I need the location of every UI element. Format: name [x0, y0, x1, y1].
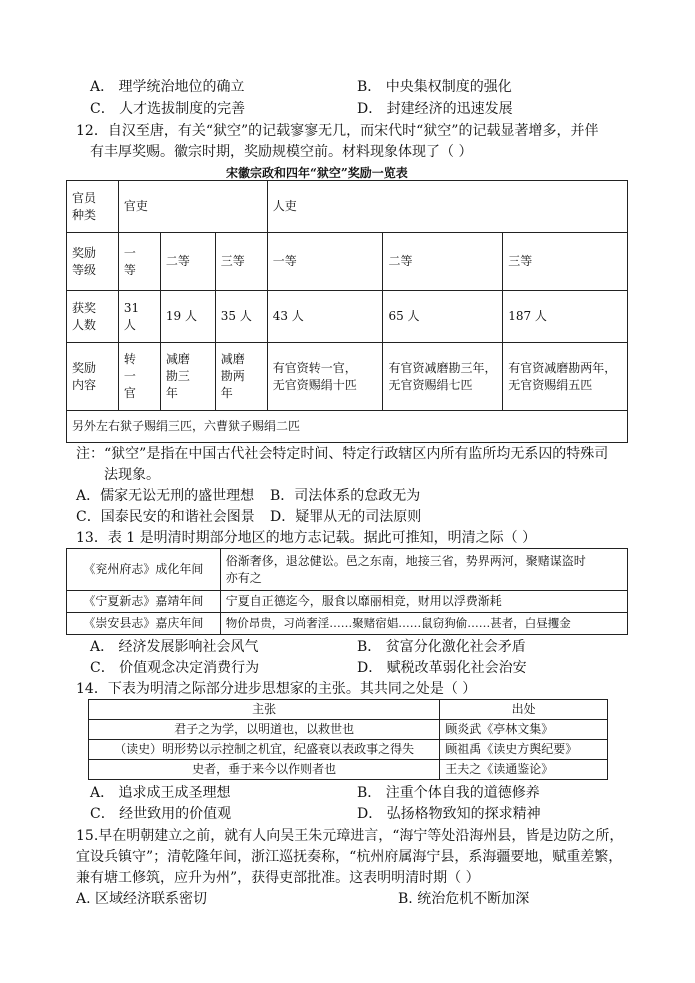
q14-option-c: C． 经世致用的价值观 [90, 806, 232, 822]
q13-stem: 13．表 1 是明清时期部分地区的地方志记载。据此可推知，明清之际（ ） [76, 530, 537, 546]
q13-row-source: 《宁夏新志》嘉靖年间 [67, 591, 221, 613]
q12-option-a: A．儒家无讼无刑的盛世理想 [76, 488, 255, 504]
q12-option-c: C．国泰民安的和谐社会图景 [76, 509, 255, 525]
table-footer-note: 另外左右狱子赐绢三匹，六曹狱子赐绢二匹 [67, 411, 628, 443]
q13-gazetteer-table [66, 548, 628, 635]
renli-content-2: 有官资减磨勘三年， 无官资赐绢七匹 [383, 343, 503, 411]
header-reward-content: 奖励 内容 [67, 343, 119, 411]
q14-row-source: 王夫之《读通鉴论》 [440, 760, 608, 780]
q13-row-text: 俗渐奢侈，退忿健讼。邑之东南，地接三省，势界两河，聚赌谋盗时 亦有之 [220, 549, 627, 591]
guanli-content-2: 减磨 勘三 年 [160, 343, 215, 411]
q13-option-a: A． 经济发展影响社会风气 [90, 639, 259, 655]
q13-row-source: 《兖州府志》成化年间 [67, 549, 221, 591]
q12-reward-table [66, 180, 628, 443]
q13-row-source: 《崇安县志》嘉庆年间 [67, 613, 221, 635]
q14-option-a: A． 追求成王成圣理想 [90, 785, 231, 801]
q12-option-b: B．司法体系的怠政无为 [270, 488, 421, 504]
q11-option-a: A． 理学统治地位的确立 [90, 79, 245, 95]
guanli-level-2: 二等 [160, 233, 215, 291]
q11-option-b: B． 中央集权制度的强化 [357, 79, 512, 95]
renli-count-1: 43 人 [267, 291, 383, 343]
header-winner-count: 获奖 人数 [67, 291, 119, 343]
q12-stem-line2: 有丰厚奖赐。徽宗时期，奖励规模空前。材料现象体现了（ ） [90, 144, 473, 160]
q12-note-line1: 注：“狱空”是指在中国古代社会特定时间、特定行政辖区内所有监所均无系囚的特殊司 [76, 446, 609, 462]
q14-thinkers-table [88, 699, 608, 780]
renli-level-2: 二等 [383, 233, 503, 291]
q13-row-text: 物价昂贵，习尚奢淫……聚赌宿娼……鼠窃狗偷……甚者，白昼攫金 [220, 613, 627, 635]
q12-stem-line1: 12．自汉至唐，有关“狱空”的记载寥寥无几，而宋代时“狱空”的记载显著增多，并伴 [76, 123, 599, 139]
guanli-count-1: 31 人 [118, 291, 160, 343]
q13-row-text: 宁夏自正德迄今，服食以靡丽相竞，财用以浮费渐耗 [220, 591, 627, 613]
header-renli: 人吏 [267, 181, 627, 233]
renli-level-3: 三等 [503, 233, 628, 291]
q14-row-source: 顾祖禹《读史方舆纪要》 [440, 740, 608, 760]
renli-content-1: 有官资转一官， 无官资赐绢十匹 [267, 343, 383, 411]
q14-row-claim: 君子之为学，以明道也，以救世也 [89, 720, 440, 740]
q15-line3: 兼有塘工修筑，应升为州”，获得吏部批准。这表明明清时期（ ） [76, 870, 480, 886]
q13-option-b: B． 贫富分化激化社会矛盾 [357, 639, 526, 655]
q11-option-c: C． 人才选拔制度的完善 [90, 101, 246, 117]
q14-stem: 14．下表为明清之际部分进步思想家的主张。其共同之处是（ ） [76, 681, 477, 697]
guanli-content-3: 减磨 勘两 年 [215, 343, 267, 411]
q14-row-source: 顾炎武《亭林文集》 [440, 720, 608, 740]
header-reward-level: 奖励 等级 [67, 233, 119, 291]
renli-level-1: 一等 [267, 233, 383, 291]
q14-option-d: D． 弘扬格物致知的探求精神 [357, 806, 541, 822]
renli-count-3: 187 人 [503, 291, 628, 343]
q15-option-a: A. 区域经济联系密切 [76, 891, 208, 907]
guanli-level-1: 一 等 [118, 233, 160, 291]
q12-note-line2: 法现象。 [104, 467, 160, 483]
q13-option-d: D． 赋税改革弱化社会治安 [357, 660, 527, 676]
q15-option-b: B. 统治危机不断加深 [398, 891, 530, 907]
header-official-type: 官员 种类 [67, 181, 119, 233]
q15-line2: 宜设兵镇守”；清乾隆年间，浙江巡抚奏称，“杭州府属海宁县，系海疆要地，赋重差繁， [76, 849, 623, 865]
header-guanli: 官吏 [118, 181, 267, 233]
guanli-content-1: 转 一 官 [118, 343, 160, 411]
renli-content-3: 有官资减磨勘两年， 无官资赐绢五匹 [503, 343, 628, 411]
q14-row-claim: 史者，垂于来今以作则者也 [89, 760, 440, 780]
q13-option-c: C． 价值观念决定消费行为 [90, 660, 260, 676]
q12-option-d: D．疑罪从无的司法原则 [270, 509, 422, 525]
q14-row-claim: （读史）明形势以示控制之机宜，纪盛衰以表政事之得失 [89, 740, 440, 760]
guanli-count-2: 19 人 [160, 291, 215, 343]
q14-header-source: 出处 [440, 700, 608, 720]
q14-header-claim: 主张 [89, 700, 440, 720]
q12-table-title: 宋徽宗政和四年“狱空”奖励一览表 [226, 166, 408, 180]
guanli-level-3: 三等 [215, 233, 267, 291]
q11-option-d: D． 封建经济的迅速发展 [357, 101, 513, 117]
q15-line1: 15.早在明朝建立之前，就有人向吴王朱元璋进言，“海宁等处沿海州县，皆是边防之所， [76, 828, 624, 844]
guanli-count-3: 35 人 [215, 291, 267, 343]
q14-option-b: B． 注重个体自我的道德修养 [357, 785, 540, 801]
renli-count-2: 65 人 [383, 291, 503, 343]
